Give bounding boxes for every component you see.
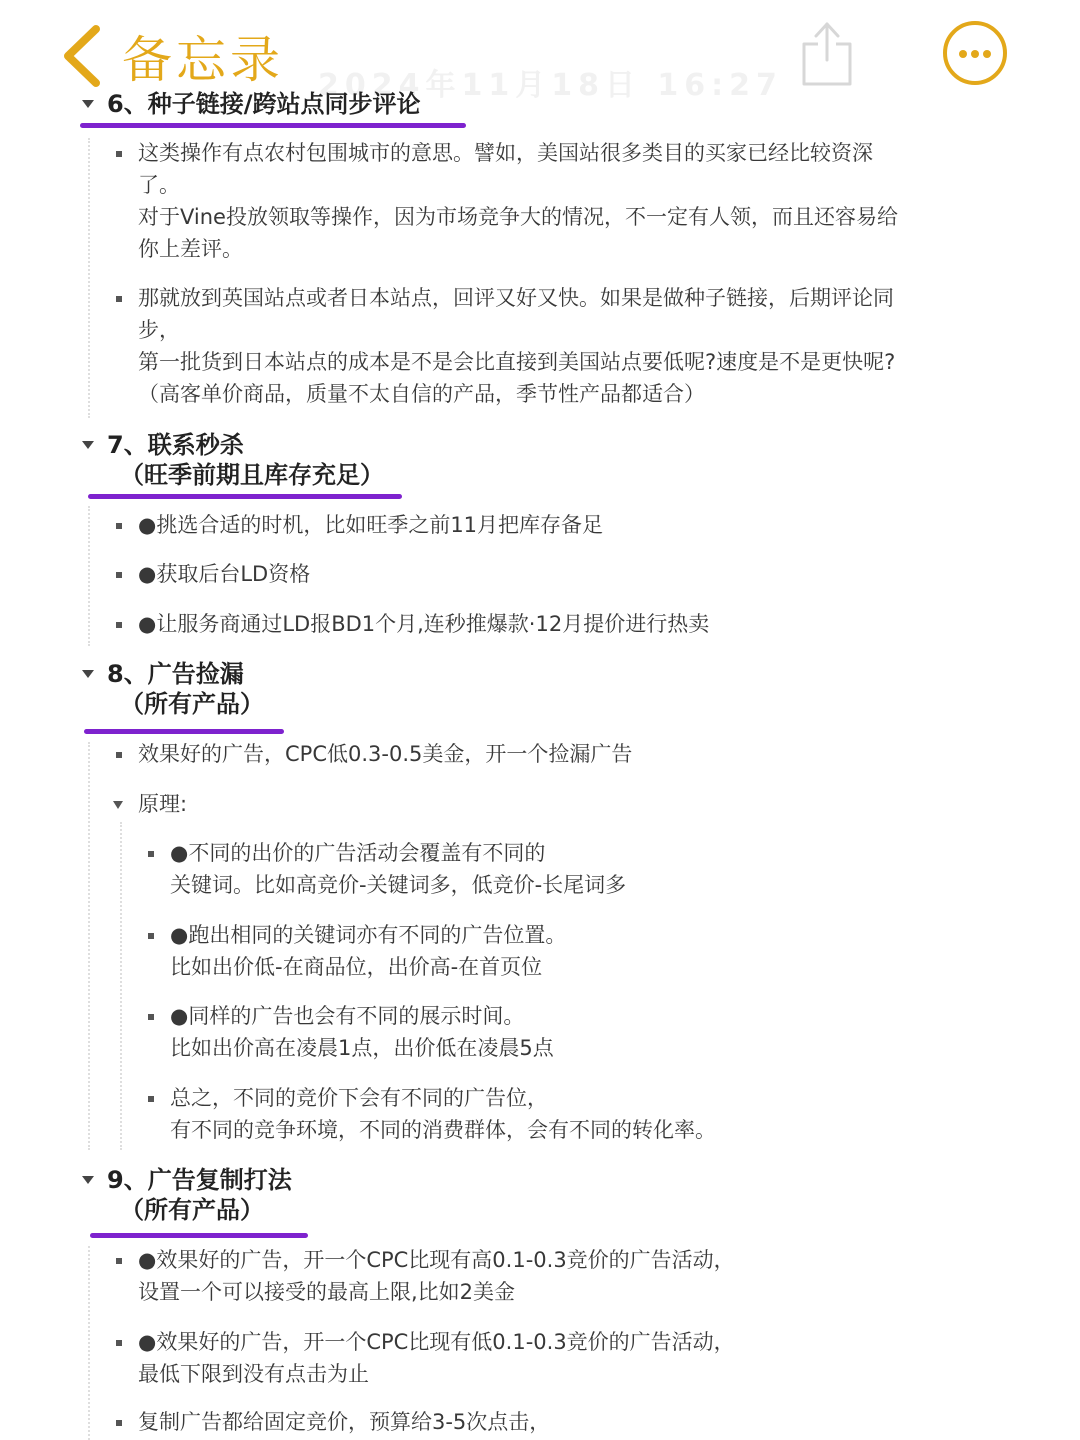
item-line: 比如出价低-在商品位，出价高-在首页位	[170, 955, 543, 979]
collapse-caret-icon[interactable]	[82, 441, 94, 449]
bullet-icon	[116, 752, 122, 758]
list-item	[138, 509, 603, 541]
item-line: ●效果好的广告，开一个CPC比现有低0.1-0.3竞价的广告活动，	[138, 1330, 735, 1354]
bullet-icon	[116, 1420, 122, 1426]
section-subtitle: （旺季前期且库存充足）	[120, 461, 384, 489]
section-underline	[88, 494, 402, 499]
bullet-icon	[116, 1258, 122, 1264]
sub-list-item	[170, 1000, 554, 1064]
item-line: 最低下限到没有点击为止	[138, 1362, 369, 1386]
list-item	[138, 1406, 550, 1438]
list-item	[138, 1244, 735, 1308]
collapse-caret-icon[interactable]	[82, 100, 94, 108]
section-heading-6[interactable]	[82, 89, 482, 123]
bullet-icon	[148, 933, 154, 939]
item-line: 复制广告都给固定竞价，预算给3-5次点击，	[138, 1410, 551, 1434]
expand-caret-icon[interactable]	[113, 801, 123, 809]
list-item	[138, 608, 709, 640]
indent-guide	[88, 742, 90, 1150]
list-item	[138, 558, 310, 590]
section-subtitle: （所有产品）	[120, 690, 264, 718]
item-line: 有不同的竞争环境，不同的消费群体，会有不同的转化率。	[170, 1118, 716, 1142]
item-line: 对于Vine投放领取等操作，因为市场竞争大的情况，不一定有人领，而且还容易给	[138, 205, 898, 229]
item-line: （高客单价商品，质量不太自信的产品，季节性产品都适合）	[138, 382, 705, 406]
item-line: ●让服务商通过LD报BD1个月,连秒推爆款·12月提价进行热卖	[138, 612, 710, 636]
item-line: ●获取后台LD资格	[138, 562, 311, 586]
item-line: ●跑出相同的关键词亦有不同的广告位置。	[170, 923, 567, 947]
sub-list-item	[170, 1082, 716, 1146]
list-item	[138, 1326, 735, 1390]
item-line: 了。	[138, 173, 180, 197]
section-title: 7、联系秒杀	[107, 431, 244, 459]
item-line: 第一批货到日本站点的成本是不是会比直接到美国站点要低呢?速度是不是更快呢?	[138, 350, 896, 374]
more-options-button[interactable]	[943, 21, 1007, 85]
indent-guide	[88, 1246, 90, 1440]
bullet-icon	[116, 296, 122, 302]
section-heading-8[interactable]	[82, 659, 292, 723]
item-line: ●效果好的广告，开一个CPC比现有高0.1-0.3竞价的广告活动，	[138, 1248, 735, 1272]
list-item	[138, 738, 632, 770]
bullet-icon	[148, 1014, 154, 1020]
bullet-icon	[116, 151, 122, 157]
chevron-left-icon	[60, 25, 104, 87]
back-label: 备忘录	[122, 31, 284, 89]
item-line: 那就放到英国站点或者日本站点，回评又好又快。如果是做种子链接，后期评论同	[138, 286, 894, 310]
item-line: 关键词。比如高竞价-关键词多，低竞价-长尾词多	[170, 873, 627, 897]
section-heading-7[interactable]	[82, 430, 412, 494]
item-line: ●挑选合适的时机，比如旺季之前11月把库存备足	[138, 513, 604, 537]
bullet-icon	[116, 523, 122, 529]
item-line: 步，	[138, 318, 180, 342]
share-icon[interactable]	[798, 14, 856, 88]
collapse-caret-icon[interactable]	[82, 670, 94, 678]
nav-bar	[0, 0, 1080, 103]
bullet-icon	[148, 851, 154, 857]
section-title: 6、种子链接/跨站点同步评论	[107, 90, 421, 118]
item-line: 设置一个可以接受的最高上限,比如2美金	[138, 1280, 516, 1304]
section-subtitle: （所有产品）	[120, 1196, 264, 1224]
indent-guide	[88, 138, 90, 418]
item-line: ●不同的出价的广告活动会覆盖有不同的	[170, 841, 546, 865]
item-line: 原理:	[138, 792, 188, 816]
indent-guide	[120, 822, 122, 1150]
section-underline	[84, 729, 284, 734]
list-item	[138, 282, 895, 410]
item-line: 总之，不同的竞价下会有不同的广告位，	[170, 1086, 548, 1110]
list-item-collapsible[interactable]	[138, 788, 187, 820]
item-line: 比如出价高在凌晨1点，出价低在凌晨5点	[170, 1036, 554, 1060]
more-dot-icon	[983, 50, 991, 58]
item-line: ●同样的广告也会有不同的展示时间。	[170, 1004, 525, 1028]
more-dot-icon	[959, 50, 967, 58]
list-item	[138, 137, 898, 265]
item-line: 这类操作有点农村包围城市的意思。譬如，美国站很多类目的买家已经比较资深	[138, 141, 873, 165]
bullet-icon	[116, 622, 122, 628]
sub-list-item	[170, 837, 626, 901]
section-underline	[90, 1233, 308, 1238]
ghost-timestamp: 2024年11月18日 16:27	[318, 68, 783, 103]
bullet-icon	[116, 1340, 122, 1346]
section-underline	[80, 123, 466, 128]
bullet-icon	[116, 572, 122, 578]
indent-guide	[88, 506, 90, 646]
item-line: 你上差评。	[138, 237, 243, 261]
collapse-caret-icon[interactable]	[82, 1176, 94, 1184]
sub-list-item	[170, 919, 566, 983]
bullet-icon	[148, 1096, 154, 1102]
item-line: 效果好的广告，CPC低0.3-0.5美金，开一个捡漏广告	[138, 742, 633, 766]
section-title: 8、广告捡漏	[107, 660, 244, 688]
section-title: 9、广告复制打法	[107, 1166, 292, 1194]
back-button[interactable]	[60, 20, 284, 92]
more-dot-icon	[971, 50, 979, 58]
section-heading-9[interactable]	[82, 1165, 312, 1229]
